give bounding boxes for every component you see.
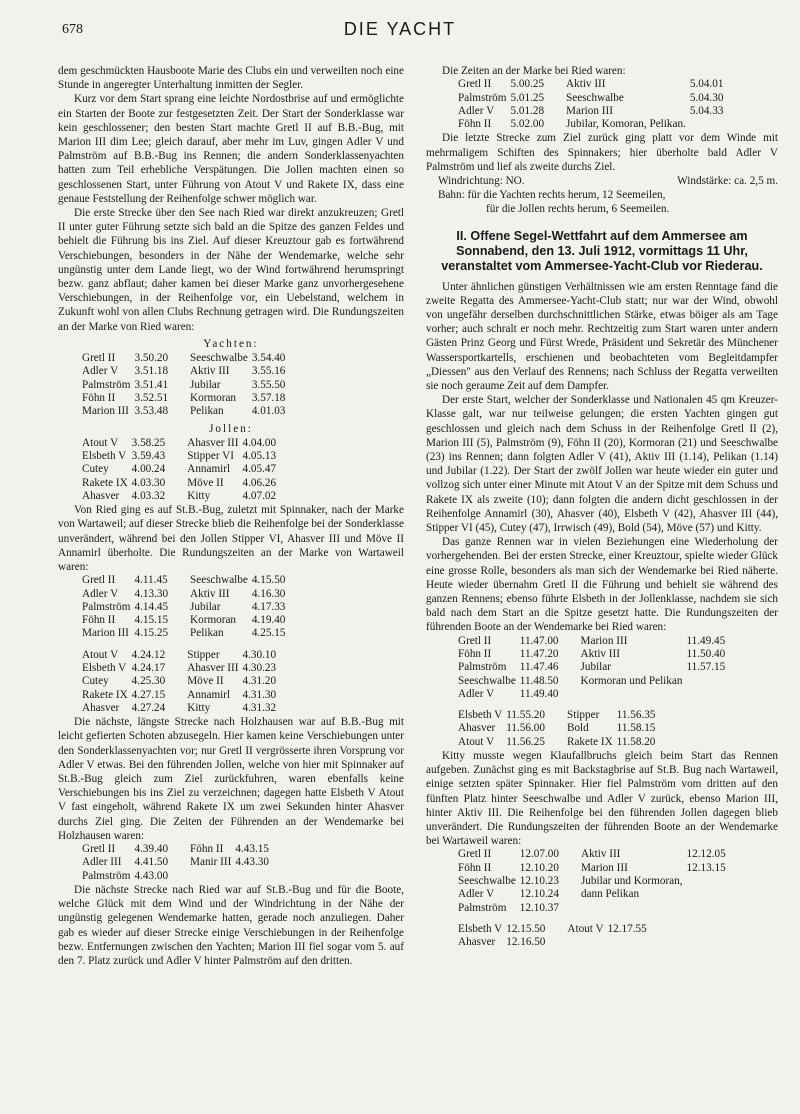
time-cell [690, 118, 728, 131]
time-cell: 4.27.24 [131, 701, 166, 714]
time-cell: 4.05.47 [242, 463, 277, 476]
boat-name-cell [549, 936, 607, 949]
wind-direction: Windrichtung: NO. [438, 175, 525, 187]
table-row [458, 862, 730, 875]
time-cell: 12.16.50 [506, 936, 546, 949]
boat-name-cell: Seeschwalbe [458, 875, 516, 888]
time-cell: 11.47.00 [519, 634, 559, 647]
table-row [458, 648, 729, 661]
time-cell: 4.13.30 [134, 587, 169, 600]
boat-name-cell: Elsbeth V [82, 662, 127, 675]
time-cell: 4.00.24 [131, 463, 166, 476]
times-table [458, 848, 730, 914]
time-cell: 4.11.45 [134, 574, 168, 587]
time-cell: 3.55.16 [251, 365, 286, 378]
boat-name-cell: Marion III [580, 634, 628, 647]
table-row [82, 702, 280, 715]
time-cell: 4.16.30 [251, 587, 286, 600]
boat-name-cell: Elsbeth V [82, 450, 127, 463]
boat-name-cell: Seeschwalbe [566, 91, 624, 104]
times-table [458, 709, 659, 749]
paragraph: Die nächste, längste Strecke nach Holzhausen war auf B.B.-Bug mit leicht gefierten Schoten abzusegeln. Hier kamen keine Verschiebungen unter den Sonderklassenyachten vor; nur Gretl II vergrösserte ihren Vorsprung vor Adler V etwas. Bei den führenden Jollen, welche von hier mit Spinnaker auf St.B.-Bug gleich zum Ziel zurückfuhren, waren ebenfalls keine Verschiebungen bis ins Ziel zu verzeichnen; dagegen hatte Elsbeth V Atout V fast eingeholt, während Rakete IX um zwei Sekunden hinter Ahasver durchs Ziel ging. Die Zeiten der Führenden an der Wendemarke bei Holzhausen waren: [58, 716, 404, 842]
time-cell: 5.01.28 [510, 104, 545, 117]
table-row [82, 627, 289, 640]
time-cell: 3.58.25 [131, 436, 166, 449]
boat-name-cell: Marion III [82, 405, 129, 418]
table-row [458, 848, 730, 861]
time-cell: 11.48.50 [519, 674, 559, 687]
paragraph: Unter ähnlichen günstigen Verhältnissen wie am ersten Renntage fand die zweite Regatta des Ammersee-Yacht-Club statt; nur war der Wind, obwohl von ungefähr derselben durchschnittlichen Stärke, etwas böiger als am Tage vorher; auch schralt er noch mehr. Rechtzeitig zum Start waren unter andern Gästen Prinz Georg und Fürst Wrede, Präsident und Sekretär des Münchener Wassersportkartells, erschienen und beobachteten vom Begleitdampfer „Diessen" aus den Verlauf des Rennens; nach Schluss der Regatta verweilten sie noch geraume Zeit auf dem Dampfer. [426, 280, 778, 393]
time-cell: 5.00.25 [510, 78, 545, 91]
boat-name-cell: Stipper [187, 648, 220, 661]
right-column [426, 64, 778, 950]
time-cell: 4.03.30 [131, 476, 166, 489]
time-cell: 11.47.46 [519, 661, 559, 674]
boat-name-cell: Jubilar, Komoran, Pelikan. [566, 118, 686, 131]
boat-name-cell: Kitty [187, 701, 211, 714]
boat-name-cell: Föhn II [82, 391, 116, 404]
boat-name-cell: Palmström [82, 378, 131, 391]
table-row [458, 709, 659, 722]
table-row [458, 902, 730, 915]
boat-name-cell: Marion III [580, 861, 628, 874]
times-table [82, 649, 280, 715]
time-cell: 4.06.26 [242, 476, 277, 489]
time-cell: 4.25.15 [251, 627, 286, 640]
paragraph: Die nächste Strecke nach Ried war auf St.B.-Bug und für die Boote, welche Glück mit dem Wind und der Windrichtung in der Nähe der ungünstig gelegenen Wendemarke hatten, gerade noch anzuliegen. Daher gab es wieder auf dieser Strecke einige Verschiebungen in der Reihenfolge bezw. Entfernungen zwischen den Yachten; Marion III fiel sogar vom 5. auf den 7. Platz zurück und Adler V hinter Palmström auf den dritten. [58, 883, 404, 967]
time-cell: 3.52.51 [134, 391, 169, 404]
boat-name-cell: Jubilar [580, 661, 611, 674]
table-row [458, 92, 727, 105]
table-row [82, 405, 289, 418]
section-heading: II. Offene Segel-Wettfahrt auf dem Ammersee am Sonnabend, den 13. Juli 1912, vormittags 11 Uhr, veranstaltet vom Ammersee-Yacht-Club vor Riederau. [441, 228, 763, 273]
time-cell: 4.41.50 [134, 856, 169, 869]
time-cell: 4.17.33 [251, 600, 286, 613]
table-row [458, 78, 727, 91]
table-row [82, 870, 273, 883]
table-row [458, 875, 730, 888]
table-row [82, 352, 289, 365]
paragraph: Von Ried ging es auf St.B.-Bug, zuletzt mit Spinnaker, nach der Marke von Wartaweil; auf dieser Strecke blieb die Reihenfolge bei der Sonderklasse unverändert, während bei den Jollen Stipper VI, Ahasver III und Möve II Annamirl überholte. Die Rundungszeiten an der Marke von Wartaweil waren: [58, 504, 404, 574]
time-cell: 4.04.00 [242, 436, 277, 449]
time-cell: 4.30.23 [242, 662, 277, 675]
boat-name-cell: Föhn II [458, 861, 492, 874]
boat-name-cell: Pelikan [190, 405, 224, 418]
boat-name-cell [172, 870, 235, 883]
time-cell: 4.01.03 [251, 405, 286, 418]
boat-name-cell: dann Pelikan [580, 888, 640, 901]
table-row [458, 923, 651, 936]
paragraph: Der erste Start, welcher der Sonderklasse und Nationalen 45 qm Kreuzer-Klasse galt, war nur teilweise gelungen; die ersten Yachten gingen gut geschlossen und gleich nach dem Schuss in der Reihenfolge Gretl II (2), Marion III (5), Palmström (9), Föhn II (20), Kormoran (21) und Seeschwalbe (23) ins Rennen; dann folgten Adler V (41), Aktiv III (1.14), Pelikan (1.14) und Jubilar (1.22). Der Start der zwölf Jollen war heute wieder ein guter und vollzog sich unter einer Minute mit Atout V an der Spitze mit dem Schuss und Rakete IX als zweite (10); dann folgten die andern dicht geschlossen in der Reihenfolge Annamirl (30), Ahasver (40), Elsbeth V (42), Ahasver III (44), Stipper VI (45), Cutey (47), Irrwisch (49), Bold (54), Möve (57) und Kitty. [426, 394, 778, 535]
time-cell: 4.31.20 [242, 675, 277, 688]
boat-name-cell: Jubilar [190, 600, 221, 613]
boat-name-cell: Seeschwalbe [458, 674, 516, 687]
table-row [458, 105, 727, 118]
boat-name-cell: Atout V [567, 922, 604, 935]
time-cell: 11.56.35 [616, 709, 656, 722]
time-cell: 4.30.10 [242, 648, 277, 661]
table-row [82, 450, 280, 463]
table-row [458, 635, 729, 648]
time-cell: 3.53.48 [134, 405, 169, 418]
time-cell: 12.07.00 [519, 848, 559, 861]
boat-name-cell [563, 688, 687, 701]
time-cell: 4.25.30 [131, 675, 166, 688]
boat-name-cell: Rakete IX [566, 735, 613, 748]
boat-name-cell: Adler V [82, 365, 119, 378]
time-cell: 12.10.23 [519, 875, 559, 888]
boat-name-cell: Gretl II [458, 78, 492, 91]
boat-name-cell: Seeschwalbe [190, 574, 248, 587]
boat-name-cell: Ahasver [458, 722, 496, 735]
times-table [458, 635, 729, 701]
time-cell: 11.49.40 [519, 687, 559, 700]
boat-name-cell: Kormoran [190, 391, 237, 404]
time-cell: 11.56.00 [506, 722, 545, 735]
time-cell: 11.55.20 [506, 709, 545, 722]
boat-name-cell: Kormoran und Pelikan [580, 674, 683, 687]
boat-name-cell: Möve II [187, 476, 224, 489]
table-row [458, 722, 659, 735]
time-cell [608, 936, 651, 949]
time-cell: 5.04.01 [689, 78, 724, 91]
table-row [82, 365, 289, 378]
time-cell: 4.31.30 [242, 688, 277, 701]
page-title: DIE YACHT [343, 19, 457, 39]
boat-name-cell: Kitty [187, 489, 211, 502]
time-cell: 5.04.30 [689, 91, 724, 104]
boat-name-cell: Adler V [82, 587, 119, 600]
time-cell [687, 875, 730, 888]
boat-name-cell: Föhn II [458, 118, 492, 131]
boat-name-cell: Ahasver III [187, 662, 239, 675]
table-row [458, 661, 729, 674]
boat-name-cell: Cutey [82, 463, 109, 476]
times-table [82, 352, 289, 418]
course-jollen: für die Jollen rechts herum, 6 Seemeilen. [486, 203, 670, 216]
boat-name-cell: Möve II [187, 675, 224, 688]
time-cell: 4.15.50 [251, 574, 286, 587]
table-row [458, 675, 729, 688]
boat-name-cell: Stipper [566, 709, 600, 722]
boat-name-cell: Föhn II [190, 843, 224, 856]
time-cell: 3.50.20 [134, 352, 169, 365]
boat-name-cell: Ahasver [82, 489, 120, 502]
time-cell: 11.56.25 [506, 735, 545, 748]
left-column [58, 64, 404, 968]
boat-name-cell: Ahasver [82, 701, 120, 714]
time-cell: 4.43.15 [235, 843, 269, 856]
boat-name-cell: Rakete IX [82, 476, 128, 489]
boat-name-cell: Jubilar und Kormoran, [580, 875, 683, 888]
table-row [82, 614, 289, 627]
time-cell: 4.43.30 [235, 856, 269, 869]
boat-name-cell [563, 902, 687, 915]
table-row [82, 601, 289, 614]
table-row [458, 736, 659, 749]
time-cell: 12.17.55 [607, 922, 647, 935]
paragraph: Kurz vor dem Start sprang eine leichte Nordostbrise auf und ermöglichte ein Starten der Boote zur festgesetzten Zeit. Der Start der Sonderklasse war kein geschlossener; den besten Start machte Gretl II auf B.B.-Bug, mit Marion III dim Lee; gleich darauf, aber mehr im Luv, gingen Adler V und Palmström auf B.B.-Bug ins Rennen; die andern Sonderklassenyachten hatten zum Teil erhebliche Verspätungen. Die Jollen machten einen so geschlossenen Start, unter Führung von Atout V und Rakete IX, dass eine genaue Feststellung der Reihenfolge schwer möglich war. [58, 93, 404, 205]
table-row [82, 689, 280, 702]
time-cell: 4.15.15 [134, 614, 169, 627]
boat-name-cell: Marion III [566, 104, 613, 117]
table-row [82, 463, 280, 476]
boat-name-cell: Palmström [458, 661, 507, 674]
boat-name-cell: Aktiv III [190, 587, 230, 600]
boat-name-cell: Palmström [82, 600, 131, 613]
time-cell: 12.15.50 [506, 922, 546, 935]
boat-name-cell: Kormoran [190, 614, 237, 627]
boat-name-cell: Adler V [458, 687, 495, 700]
time-cell: 4.31.32 [242, 701, 277, 714]
time-cell [686, 688, 729, 701]
times-table [458, 78, 727, 131]
time-cell: 11.58.20 [616, 735, 656, 748]
time-cell: 11.50.40 [686, 647, 726, 660]
time-cell: 5.01.25 [510, 91, 545, 104]
boat-name-cell: Stipper VI [187, 450, 234, 463]
time-cell: 4.03.32 [131, 489, 166, 502]
boat-name-cell: Gretl II [82, 352, 116, 365]
table-row [458, 688, 729, 701]
table-row [82, 574, 289, 587]
boat-name-cell: Seeschwalbe [190, 352, 248, 365]
table-row [458, 936, 651, 949]
time-cell: 3.57.18 [251, 391, 286, 404]
time-cell: 12.13.15 [686, 861, 726, 874]
paragraph: Das ganze Rennen war in vielen Beziehungen eine Wiederholung der vorhergehenden. Bei der ersten Strecke, einer Kreuztour, spielte wieder Glück eine grosse Rolle, besonders als man sich der Wendemarke bei Ried näherte. Heute wieder übernahm Gretl II die Führung und behielt sie während des ganzen Rennens; ebenso führte Elsbeth in der Jollenklasse, nachdem sie sich bald nach dem Start an die Spitze gesetzt hatte. Die Rundungszeiten der führenden Boote an der Wendemarke bei Ried waren: [426, 536, 778, 634]
table-row [82, 662, 280, 675]
time-cell: 3.55.50 [251, 378, 286, 391]
table-row [82, 379, 289, 392]
boat-name-cell: Föhn II [82, 614, 116, 627]
boat-name-cell: Gretl II [82, 574, 116, 587]
wind-info [426, 174, 778, 188]
time-cell: 4.19.40 [251, 614, 286, 627]
time-cell: 3.59.43 [131, 450, 166, 463]
time-cell: 11.47.20 [519, 647, 559, 660]
table-row [82, 477, 280, 490]
boat-name-cell: Gretl II [458, 634, 492, 647]
time-cell: 3.54.40 [251, 352, 286, 365]
time-cell: 5.04.33 [689, 104, 724, 117]
time-cell [687, 902, 730, 915]
boat-name-cell: Annamirl [187, 688, 231, 701]
boat-name-cell: Bold [566, 722, 589, 735]
time-cell: 4.15.25 [134, 627, 169, 640]
table-row [82, 437, 280, 450]
paragraph: Die Zeiten an der Marke bei Ried waren: [442, 65, 626, 77]
time-cell: 4.07.02 [242, 489, 277, 502]
times-table [82, 574, 289, 640]
table-label-jollen: Jollen: [209, 422, 253, 435]
time-cell: 4.14.45 [134, 600, 169, 613]
boat-name-cell: Cutey [82, 675, 109, 688]
course-yachts: Bahn: für die Yachten rechts herum, 12 Seemeilen, [438, 189, 666, 202]
boat-name-cell: Pelikan [190, 627, 224, 640]
table-row [82, 392, 289, 405]
boat-name-cell: Palmström [82, 869, 131, 882]
boat-name-cell: Atout V [82, 436, 119, 449]
paragraph: dem geschmückten Hausboote Marie des Clubs ein und verweilten noch eine Stunde in angeregter Unterhaltung inmitten der Segler. [58, 65, 404, 92]
boat-name-cell: Jubilar [190, 378, 221, 391]
time-cell: 12.12.05 [686, 848, 726, 861]
table-label-yachten: Yachten: [203, 337, 259, 350]
boat-name-cell: Rakete IX [82, 688, 128, 701]
times-table [82, 437, 280, 503]
times-table [458, 923, 651, 950]
table-row [82, 490, 280, 503]
table-row [82, 675, 280, 688]
boat-name-cell: Aktiv III [580, 647, 620, 660]
boat-name-cell: Elsbeth V [458, 922, 503, 935]
table-row [458, 118, 727, 131]
time-cell: 3.51.41 [134, 378, 169, 391]
boat-name-cell: Adler V [458, 104, 495, 117]
wind-strength: Windstärke: ca. 2,5 m. [677, 175, 778, 187]
table-row [82, 856, 273, 869]
boat-name-cell: Aktiv III [580, 848, 621, 861]
table-row [82, 649, 280, 662]
boat-name-cell: Föhn II [458, 647, 492, 660]
paragraph: Kitty musste wegen Klaufallbruchs gleich beim Start das Rennen aufgeben. Zunächst ging es mit Backstagbrise auf St.B. Bug nach Wartaweil, einige setzten später Spinnaker. Hier fiel Palmström vom dritten auf den fünften Platz hinter Seeschwalbe und Adler V zurück, ebenso Marion III, hinter Aktiv III. Die Reihenfolge bei den führenden Jollen dagegen blieb unverändert. Die Rundungszeiten der führenden Boote an der Wendemarke bei Wartaweil waren: [426, 750, 778, 848]
time-cell: 3.51.18 [134, 365, 169, 378]
time-cell [686, 675, 729, 688]
time-cell: 12.10.20 [519, 861, 559, 874]
time-cell: 4.39.40 [134, 843, 169, 856]
time-cell: 5.02.00 [510, 118, 545, 131]
time-cell: 11.58.15 [616, 722, 656, 735]
time-cell: 4.05.13 [242, 450, 277, 463]
boat-name-cell: Gretl II [82, 843, 116, 856]
boat-name-cell: Ahasver III [187, 436, 239, 449]
boat-name-cell: Aktiv III [190, 365, 230, 378]
time-cell [235, 870, 273, 883]
boat-name-cell: Annamirl [187, 463, 231, 476]
boat-name-cell: Gretl II [458, 848, 492, 861]
boat-name-cell: Atout V [82, 648, 119, 661]
boat-name-cell: Adler III [82, 856, 122, 869]
boat-name-cell: Palmström [458, 91, 507, 104]
time-cell: 11.49.45 [686, 634, 726, 647]
table-row [458, 888, 730, 901]
boat-name-cell: Elsbeth V [458, 709, 503, 722]
time-cell: 4.43.00 [134, 869, 169, 882]
time-cell: 4.24.17 [131, 662, 166, 675]
table-row [82, 588, 289, 601]
time-cell: 12.10.24 [519, 888, 559, 901]
paragraph: Die letzte Strecke zum Ziel zurück ging platt vor dem Winde mit mehrmaligem Schiften des Spinnakers; hier überholte bald Adler V Palmström und lief als zweite durchs Ziel. [426, 132, 778, 173]
boat-name-cell: Manir III [190, 856, 232, 869]
boat-name-cell: Adler V [458, 888, 495, 901]
boat-name-cell: Aktiv III [566, 78, 606, 91]
time-cell: 11.57.15 [686, 661, 726, 674]
boat-name-cell: Atout V [458, 735, 495, 748]
time-cell [687, 888, 730, 901]
paragraph: Die erste Strecke über den See nach Ried war direkt anzukreuzen; Gretl II unter guter Führung setzte sich bald an die Spitze des ganzen Feldes und behielt die Führung bis ins Ziel. Auf dieser Kreuztour gab es fortwährend Verschiebungen, besonders in der Nähe der Wendemarke, welche sehr ungünstig unter dem Lande liegt, wo der Wind fortwährend herumspringt bezw. ganz abflaut; daher kamen bei dieser Marke ganz unvorhergesehene Verschiebungen, in der Reihenfolge vor, ein Uebelstand, welchem in Zukunft wohl von allen Clubs Rechnung getragen wird. Die Rundungszeiten an der Marke von Ried waren: [58, 207, 404, 333]
boat-name-cell: Marion III [82, 627, 129, 640]
time-cell: 4.27.15 [131, 688, 166, 701]
time-cell: 12.10.37 [519, 901, 559, 914]
boat-name-cell: Palmström [458, 901, 507, 914]
table-row [82, 843, 273, 856]
boat-name-cell: Ahasver [458, 936, 496, 949]
time-cell: 4.24.12 [131, 648, 166, 661]
page-number: 678 [62, 22, 83, 37]
times-table [82, 843, 273, 883]
